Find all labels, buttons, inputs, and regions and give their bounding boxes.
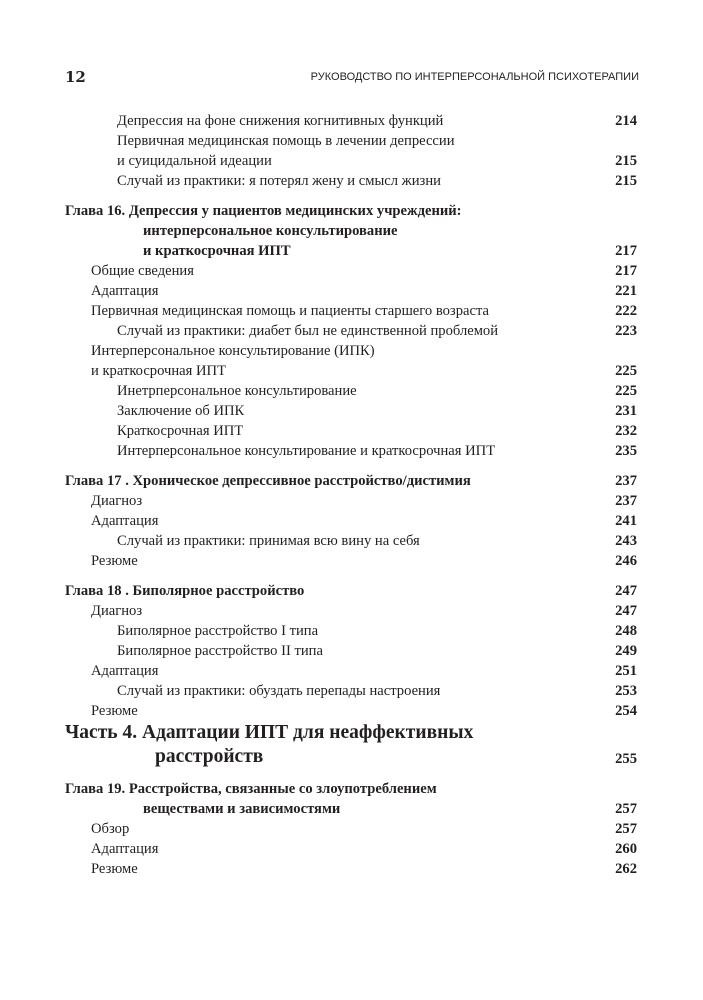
toc-entry-page: 247 bbox=[615, 583, 637, 599]
toc-entry-page: 246 bbox=[615, 553, 637, 569]
toc-entry-title: Краткосрочная ИПТ bbox=[117, 423, 244, 439]
toc-chapter-heading bbox=[65, 581, 637, 601]
toc-entry-page: 225 bbox=[615, 383, 637, 399]
toc-entry bbox=[65, 381, 637, 401]
toc-entry bbox=[65, 321, 637, 341]
toc-entry-title: Глава 16. Депрессия у пациентов медицинских учреждений: bbox=[65, 203, 462, 219]
toc-entry-page: 235 bbox=[615, 443, 637, 459]
toc-part-heading bbox=[65, 721, 637, 745]
running-head: РУКОВОДСТВО ПО ИНТЕРПЕРСОНАЛЬНОЙ ПСИХОТЕРАПИИ bbox=[310, 71, 639, 83]
toc-entry-page: 241 bbox=[615, 513, 637, 529]
toc-entry bbox=[65, 131, 637, 151]
toc-entry bbox=[65, 421, 637, 441]
toc-entry-page: 214 bbox=[615, 113, 637, 129]
toc-entry-title: Случай из практики: я потерял жену и смысл жизни bbox=[117, 173, 441, 189]
toc-entry bbox=[65, 261, 637, 281]
toc-entry-page: 222 bbox=[615, 303, 637, 319]
toc-entry-page: 225 bbox=[615, 363, 637, 379]
toc-entry-page: 248 bbox=[615, 623, 637, 639]
toc-entry bbox=[65, 111, 637, 131]
toc-part-heading-cont bbox=[65, 745, 637, 769]
toc-entry-title: Резюме bbox=[91, 553, 138, 569]
toc-entry-title: Адаптация bbox=[91, 513, 159, 529]
toc-entry-title: Адаптация bbox=[91, 663, 159, 679]
toc-entry bbox=[65, 401, 637, 421]
toc-entry bbox=[65, 171, 637, 191]
toc-entry bbox=[65, 621, 637, 641]
toc-entry-page: 257 bbox=[615, 801, 637, 817]
toc-entry-title: Первичная медицинская помощь в лечении депрессии bbox=[117, 133, 455, 149]
toc-entry bbox=[65, 601, 637, 621]
toc-entry-title: Инетрперсональное консультирование bbox=[117, 383, 357, 399]
toc-entry bbox=[65, 819, 637, 839]
toc-entry-page: 237 bbox=[615, 473, 637, 489]
toc-entry-title: Резюме bbox=[91, 703, 138, 719]
toc-entry-page: 254 bbox=[615, 703, 637, 719]
toc-entry-title: Обзор bbox=[91, 821, 130, 837]
toc-entry bbox=[65, 839, 637, 859]
toc-entry-title: Депрессия на фоне снижения когнитивных функций bbox=[117, 113, 444, 129]
toc-entry-title: Диагноз bbox=[91, 603, 143, 619]
toc-entry-title: Часть 4. Адаптации ИПТ для неаффективных bbox=[65, 722, 474, 743]
toc-chapter-heading-cont bbox=[65, 799, 637, 819]
toc-entry bbox=[65, 491, 637, 511]
toc-entry-page: 223 bbox=[615, 323, 637, 339]
toc-entry-title: Адаптация bbox=[91, 841, 159, 857]
toc-entry-title: Адаптация bbox=[91, 283, 159, 299]
toc-entry-title: Биполярное расстройство II типа bbox=[117, 643, 323, 659]
toc-entry-title: и краткосрочная ИПТ bbox=[91, 363, 227, 379]
toc-entry bbox=[65, 281, 637, 301]
toc-entry-title: Глава 19. Расстройства, связанные со злоупотреблением bbox=[65, 781, 437, 797]
toc-chapter-heading bbox=[65, 201, 637, 221]
toc-entry bbox=[65, 551, 637, 571]
toc-entry-page: 260 bbox=[615, 841, 637, 857]
toc-chapter-heading bbox=[65, 471, 637, 491]
toc-entry bbox=[65, 511, 637, 531]
toc-entry-page: 221 bbox=[615, 283, 637, 299]
toc-entry-title: Резюме bbox=[91, 861, 138, 877]
toc-entry bbox=[65, 531, 637, 551]
toc-entry-title: Случай из практики: принимая всю вину на себя bbox=[117, 533, 420, 549]
toc-entry-title: интерперсональное консультирование bbox=[143, 223, 398, 239]
table-of-contents bbox=[65, 111, 637, 879]
toc-entry-page: 262 bbox=[615, 861, 637, 877]
toc-entry-title: Биполярное расстройство I типа bbox=[117, 623, 319, 639]
toc-entry bbox=[65, 641, 637, 661]
toc-entry-page: 215 bbox=[615, 173, 637, 189]
toc-entry-title: и суицидальной идеации bbox=[117, 153, 272, 169]
toc-entry-page: 232 bbox=[615, 423, 637, 439]
toc-entry-page: 249 bbox=[615, 643, 637, 659]
toc-entry-title: Случай из практики: диабет был не единственной проблемой bbox=[117, 323, 499, 339]
toc-entry-page: 253 bbox=[615, 683, 637, 699]
page-number: 12 bbox=[65, 68, 86, 86]
toc-entry-title: Первичная медицинская помощь и пациенты старшего возраста bbox=[91, 303, 489, 319]
toc-chapter-heading-cont bbox=[65, 241, 637, 261]
toc-entry bbox=[65, 341, 637, 361]
toc-entry-page: 243 bbox=[615, 533, 637, 549]
toc-entry bbox=[65, 681, 637, 701]
toc-entry-title: Интерперсональное консультирование (ИПК) bbox=[91, 343, 375, 359]
toc-entry-page: 217 bbox=[615, 263, 637, 279]
toc-entry-page: 255 bbox=[615, 751, 637, 767]
toc-entry-title: Общие сведения bbox=[91, 263, 194, 279]
toc-entry-page: 257 bbox=[615, 821, 637, 837]
toc-entry bbox=[65, 441, 637, 461]
toc-entry-page: 247 bbox=[615, 603, 637, 619]
toc-entry-title: Интерперсональное консультирование и краткосрочная ИПТ bbox=[117, 443, 496, 459]
toc-chapter-heading-cont bbox=[65, 221, 637, 241]
toc-entry bbox=[65, 151, 637, 171]
toc-entry-page: 231 bbox=[615, 403, 637, 419]
toc-entry-page: 215 bbox=[615, 153, 637, 169]
toc-entry-title: Заключение об ИПК bbox=[117, 403, 245, 419]
toc-entry-title: Случай из практики: обуздать перепады настроения bbox=[117, 683, 441, 699]
toc-entry-page: 237 bbox=[615, 493, 637, 509]
toc-entry bbox=[65, 361, 637, 381]
toc-entry-title: и краткосрочная ИПТ bbox=[143, 243, 291, 259]
toc-entry bbox=[65, 859, 637, 879]
toc-entry bbox=[65, 661, 637, 681]
toc-entry-title: веществами и зависимостями bbox=[143, 801, 341, 817]
toc-chapter-heading bbox=[65, 779, 637, 799]
toc-entry bbox=[65, 301, 637, 321]
toc-entry-title: Глава 17 . Хроническое депрессивное расстройство/дистимия bbox=[65, 473, 471, 489]
toc-entry-title: Глава 18 . Биполярное расстройство bbox=[65, 583, 305, 599]
toc-entry-page: 251 bbox=[615, 663, 637, 679]
toc-entry-title: Диагноз bbox=[91, 493, 143, 509]
toc-entry-page: 217 bbox=[615, 243, 637, 259]
toc-entry-title: расстройств bbox=[155, 746, 264, 767]
toc-entry bbox=[65, 701, 637, 721]
